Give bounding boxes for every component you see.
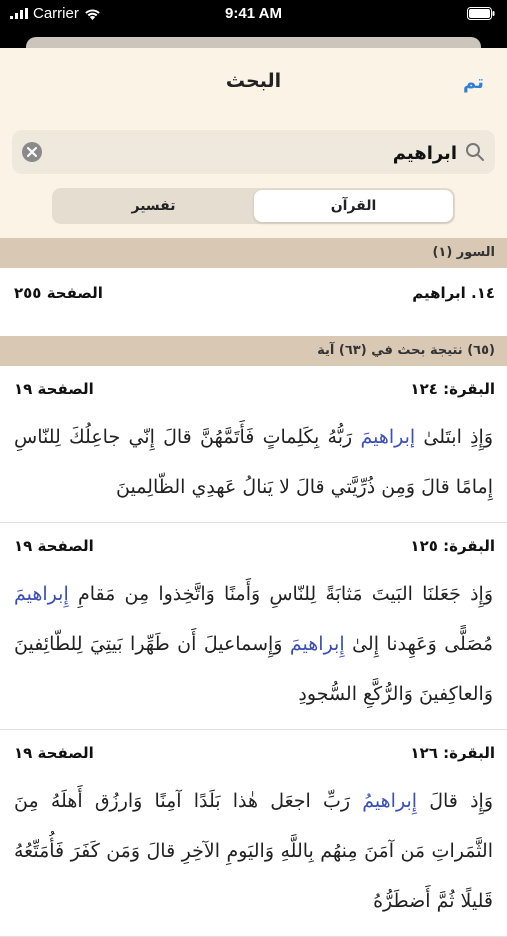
- close-icon: [27, 147, 37, 157]
- search-box: [12, 130, 495, 174]
- search-scope-segmented-control: [52, 188, 455, 224]
- ayah-text-segment: وَإِذ جَعَلنَا البَيتَ مَثابَةً لِلنّاسِ وَأَمنًا وَاتَّخِذوا مِن مَقامِ: [68, 583, 493, 605]
- navigation-bar: [0, 48, 507, 118]
- results-section-header: (٦٥) نتيجة بحث في (٦٣) آية: [0, 336, 507, 366]
- ayah-text-segment: رَبُّهُ بِكَلِماتٍ فَأَتَمَّهُنَّ قالَ إِنّي جاعِلُكَ لِلنّاسِ إِمامًا قالَ وَمِن ذُرِّيَّتي قالَ لا يَنالُ عَهدِي الظّالِمينَ: [14, 426, 493, 498]
- search-icon: [465, 142, 485, 162]
- ayah-reference: البقرة: ١٢٥: [410, 537, 495, 555]
- battery-icon: [467, 7, 495, 24]
- ayah-text: [0, 563, 507, 729]
- search-area: [0, 118, 507, 238]
- sura-page: الصفحة ٢٥٥: [14, 284, 103, 302]
- ayah-header: [0, 366, 507, 406]
- sura-name: ١٤. ابراهيم: [412, 284, 495, 302]
- ayah-header: [0, 523, 507, 563]
- ayah-result-row[interactable]: [0, 523, 507, 730]
- search-match: إِبراهيمَ: [14, 583, 69, 605]
- ayah-text-segment: وَإِذِ ابتَلىٰ: [415, 426, 494, 448]
- ayah-header: [0, 730, 507, 770]
- status-time: 9:41 AM: [225, 5, 282, 22]
- sura-result-row[interactable]: [0, 268, 507, 336]
- search-match: إِبراهيمَ: [289, 633, 345, 655]
- ayah-reference: البقرة: ١٢٦: [410, 744, 495, 762]
- suras-section-header: السور (١): [0, 238, 507, 268]
- ayah-page: الصفحة ١٩: [14, 537, 94, 555]
- status-bar: [0, 0, 507, 30]
- ayah-text: [0, 770, 507, 936]
- ayah-text: [0, 406, 507, 522]
- tab-quran[interactable]: القرآن: [254, 190, 453, 222]
- tab-tafsir[interactable]: تفسير: [131, 198, 176, 214]
- search-input[interactable]: [62, 130, 459, 176]
- ayah-text-segment: مُصَلًّى وَعَهِدنا إِلىٰ: [344, 633, 493, 655]
- ayah-page: الصفحة ١٩: [14, 744, 94, 762]
- ayah-text-segment: رَبِّ اجعَل هٰذا بَلَدًا آمِنًا وَارزُق أَهلَهُ مِنَ الثَّمَراتِ مَن آمَنَ مِنهُم بِاللَّهِ وَاليَومِ الآخِرِ قالَ وَمَن كَفَرَ فَأُمَتِّعُهُ قَليلًا ثُمَّ أَضطَرُّهُ: [14, 790, 493, 912]
- carrier-label: Carrier: [33, 5, 79, 22]
- done-button[interactable]: تم: [463, 72, 484, 93]
- ayah-text-segment: وَإِسماعيلَ أَن طَهِّرا بَيتِيَ لِلطّائِفينَ وَالعاكِفينَ وَالرُّكَّعِ السُّجودِ: [14, 633, 493, 705]
- search-sheet: [0, 48, 507, 912]
- ayah-result-row[interactable]: [0, 730, 507, 937]
- search-match: إِبراهيمُ: [362, 790, 418, 812]
- ayah-result-row[interactable]: [0, 366, 507, 523]
- ayah-text-segment: وَإِذ قالَ: [417, 790, 494, 812]
- page-title: البحث: [225, 70, 282, 92]
- ayah-reference: البقرة: ١٢٤: [410, 380, 495, 398]
- search-match: إبراهيمَ: [360, 426, 416, 448]
- ayah-page: الصفحة ١٩: [14, 380, 94, 398]
- clear-search-button[interactable]: [22, 142, 42, 162]
